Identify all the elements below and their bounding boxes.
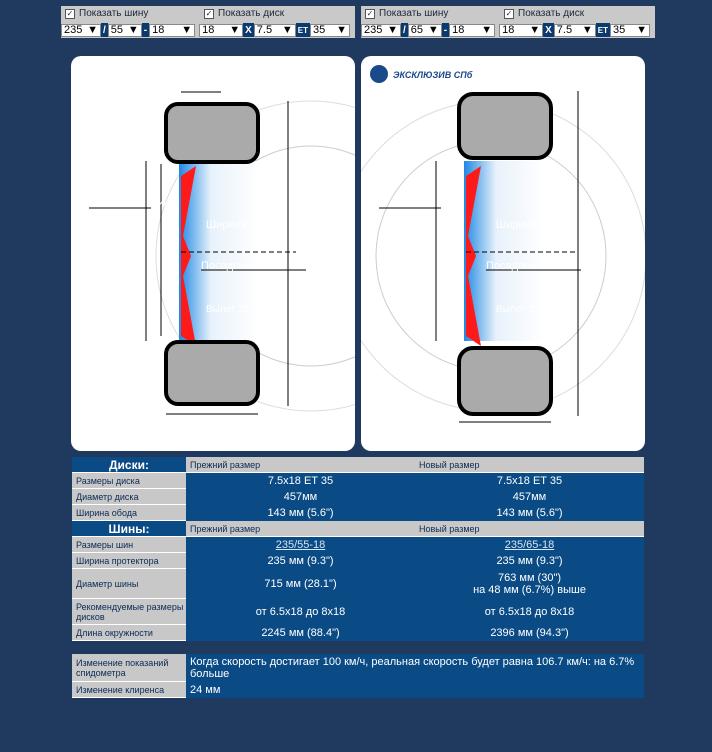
right-size-controls bbox=[361, 6, 655, 38]
separator: X bbox=[545, 24, 552, 36]
mount-label: Посадочная bbox=[201, 260, 263, 272]
tire-profile-select[interactable]: 55 ▼ bbox=[108, 24, 142, 37]
chevron-down-icon: ▼ bbox=[336, 24, 348, 36]
checkbox-icon[interactable]: ✓ bbox=[66, 8, 74, 18]
column-new: Новый размер bbox=[415, 457, 644, 473]
table-row: Ширина протектора 235 мм (9.3") 235 мм (9.3") bbox=[72, 553, 644, 569]
checkbox-icon[interactable]: ✓ bbox=[366, 8, 374, 18]
show-tire-checkbox[interactable]: ✓ Показать шину bbox=[366, 8, 449, 19]
disk-width-select[interactable]: 7.5 ▼ bbox=[554, 24, 596, 37]
chevron-down-icon: ▼ bbox=[581, 24, 593, 36]
left-size-controls bbox=[61, 6, 355, 38]
separator: - bbox=[143, 24, 148, 36]
tire-profile-select[interactable]: 65 ▼ bbox=[408, 24, 442, 37]
clearance-text: 24 мм bbox=[186, 682, 644, 698]
table-row: Размеры шин 235/55-18 235/65-18 bbox=[72, 537, 644, 553]
disk-width-select[interactable]: 7.5 ▼ bbox=[254, 24, 296, 37]
chevron-down-icon: ▼ bbox=[387, 24, 398, 36]
company-logo: ЭКСКЛЮЗИВ СПб bbox=[393, 70, 473, 80]
chevron-down-icon: ▼ bbox=[481, 24, 493, 36]
column-old: Прежний размер bbox=[186, 521, 415, 537]
new-wheel-diagram bbox=[361, 56, 645, 451]
wheel-cross-section bbox=[71, 56, 355, 451]
chevron-down-icon: ▼ bbox=[229, 24, 241, 36]
summary-table bbox=[72, 654, 644, 698]
chevron-down-icon: ▼ bbox=[281, 24, 293, 36]
disk-diameter-select[interactable]: 18 ▼ bbox=[499, 24, 543, 37]
wheel-cross-section bbox=[361, 56, 645, 451]
disk-diameter-select[interactable]: 18 ▼ bbox=[199, 24, 243, 37]
et-label: ET bbox=[296, 23, 310, 37]
chevron-down-icon: ▼ bbox=[529, 24, 541, 36]
mount-label: Посадочная bbox=[486, 260, 548, 272]
offset-label: Вылет 35 bbox=[496, 304, 540, 315]
checkbox-icon[interactable]: ✓ bbox=[505, 8, 513, 18]
show-tire-checkbox[interactable]: ✓ Показать шину bbox=[66, 8, 149, 19]
separator: / bbox=[403, 24, 406, 36]
checkbox-icon[interactable]: ✓ bbox=[205, 8, 213, 18]
offset-label: Вылет 35 bbox=[206, 304, 250, 315]
tires-header: Шины: bbox=[72, 521, 186, 537]
column-old: Прежний размер bbox=[186, 457, 415, 473]
speedometer-text: Когда скорость достигает 100 км/ч, реальная скорость будет равна 106.7 км/ч: на 6.7% больше bbox=[186, 654, 644, 682]
table-row: Длина окружности 2245 мм (88.4") 2396 мм (94.3") bbox=[72, 625, 644, 641]
chevron-down-icon: ▼ bbox=[127, 24, 139, 36]
separator: - bbox=[443, 24, 448, 36]
show-disk-checkbox[interactable]: ✓ Показать диск bbox=[505, 8, 585, 19]
table-row: Диаметр диска 457мм 457мм bbox=[72, 489, 644, 505]
rim-width-label: Ширина обода bbox=[496, 219, 571, 231]
logo-icon bbox=[370, 65, 388, 83]
table-row: Диаметр шины 715 мм (28.1") 763 мм (30") на 48 мм (6.7%) выше bbox=[72, 569, 644, 599]
table-row: Рекомендуемые размеры дисков от 6.5x18 до 8x18 от 6.5x18 до 8x18 bbox=[72, 599, 644, 625]
chevron-down-icon: ▼ bbox=[87, 24, 98, 36]
bore-label: Шина bbox=[149, 198, 175, 209]
bore-label: Шина bbox=[436, 198, 462, 209]
table-header-row bbox=[72, 521, 644, 537]
disk-et-select[interactable]: 35 ▼ bbox=[310, 24, 350, 37]
tire-width-select[interactable]: 235 ▼ bbox=[361, 24, 401, 37]
table-row: Размеры диска 7.5x18 ET 35 7.5x18 ET 35 bbox=[72, 473, 644, 489]
rim-width-label: Ширина обода bbox=[206, 219, 281, 231]
chevron-down-icon: ▼ bbox=[427, 24, 439, 36]
table-row: Изменение клиренса 24 мм bbox=[72, 682, 644, 698]
old-wheel-diagram bbox=[71, 56, 355, 451]
disks-header: Диски: bbox=[72, 457, 186, 473]
disk-et-select[interactable]: 35 ▼ bbox=[610, 24, 650, 37]
tire-rim-select[interactable]: 18 ▼ bbox=[449, 24, 495, 37]
table-header-row bbox=[72, 457, 644, 473]
size-selector-row bbox=[61, 22, 350, 38]
new-tire-size-link[interactable]: 235/65-18 bbox=[504, 538, 555, 551]
column-new: Новый размер bbox=[415, 521, 644, 537]
chevron-down-icon: ▼ bbox=[181, 24, 193, 36]
show-disk-checkbox[interactable]: ✓ Показать диск bbox=[205, 8, 285, 19]
size-selector-row bbox=[361, 22, 650, 38]
tire-rim-select[interactable]: 18 ▼ bbox=[149, 24, 195, 37]
disks-table bbox=[72, 457, 644, 641]
chevron-down-icon: ▼ bbox=[636, 24, 648, 36]
table-row: Ширина обода 143 мм (5.6") 143 мм (5.6") bbox=[72, 505, 644, 521]
et-label: ET bbox=[596, 23, 610, 37]
table-row: Изменение показаний спидометра Когда скорость достигает 100 км/ч, реальная скорость будет равна 106.7 км/ч: на 6.7% больше bbox=[72, 654, 644, 682]
tire-width-select[interactable]: 235 ▼ bbox=[61, 24, 101, 37]
separator: / bbox=[103, 24, 106, 36]
old-tire-size-link[interactable]: 235/55-18 bbox=[275, 538, 326, 551]
separator: X bbox=[245, 24, 252, 36]
